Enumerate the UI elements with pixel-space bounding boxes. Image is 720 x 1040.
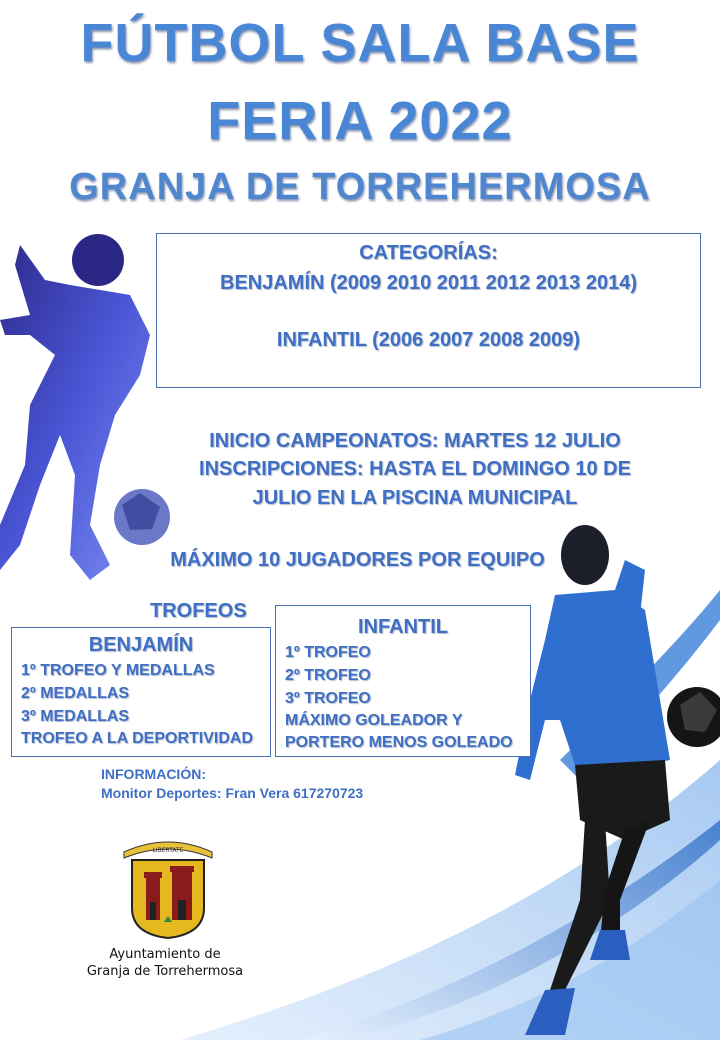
registration-line-2: JULIO EN LA PISCINA MUNICIPAL: [252, 487, 578, 509]
info-contact: Monitor Deportes: Fran Vera 617270723: [101, 785, 364, 801]
infantil-trophies-box: [275, 605, 531, 757]
category-infantil: INFANTIL (2006 2007 2008 2009): [276, 329, 581, 351]
max-players: MÁXIMO 10 JUGADORES POR EQUIPO: [170, 549, 545, 571]
infantil-trophy-item: 2º TROFEO: [285, 667, 371, 684]
benjamin-heading: BENJAMÍN: [88, 634, 194, 656]
registration-line-1: INSCRIPCIONES: HASTA EL DOMINGO 10 DE: [199, 458, 631, 480]
trophies-title: TROFEOS: [150, 600, 247, 622]
crest-motto: LIBERTATE: [152, 847, 184, 854]
info-label: INFORMACIÓN:: [101, 766, 206, 782]
council-name-line-2: Granja de Torrehermosa: [86, 964, 244, 979]
player-right-illustration: [505, 520, 720, 1040]
category-benjamin: BENJAMÍN (2009 2010 2011 2012 2013 2014): [220, 272, 637, 294]
benjamin-trophies-box: [11, 627, 271, 757]
player-left-illustration: [0, 225, 180, 595]
categories-box: [156, 233, 701, 388]
council-name-line-1: Ayuntamiento de: [109, 947, 221, 962]
infantil-trophy-item: 1º TROFEO: [285, 644, 371, 661]
benjamin-trophy-item: 1º TROFEO Y MEDALLAS: [21, 662, 215, 679]
infantil-trophy-item: 3º TROFEO: [285, 690, 371, 707]
infantil-heading: INFANTIL: [358, 616, 448, 638]
benjamin-trophy-item: TROFEO A LA DEPORTIVIDAD: [21, 730, 253, 747]
championship-start: INICIO CAMPEONATOS: MARTES 12 JULIO: [209, 430, 621, 452]
infantil-trophy-item: PORTERO MENOS GOLEADO: [285, 734, 513, 751]
categories-heading: CATEGORÍAS:: [359, 242, 498, 264]
benjamin-trophy-item: 3º MEDALLAS: [21, 708, 130, 725]
benjamin-trophy-item: 2º MEDALLAS: [21, 685, 130, 702]
title-line-3: GRANJA DE TORREHERMOSA: [69, 166, 651, 208]
infantil-trophy-item: MÁXIMO GOLEADOR Y: [285, 712, 463, 729]
title-line-1: FÚTBOL SALA BASE: [80, 13, 640, 73]
title-line-2: FERIA 2022: [207, 91, 513, 151]
town-crest-logo: [120, 830, 216, 940]
